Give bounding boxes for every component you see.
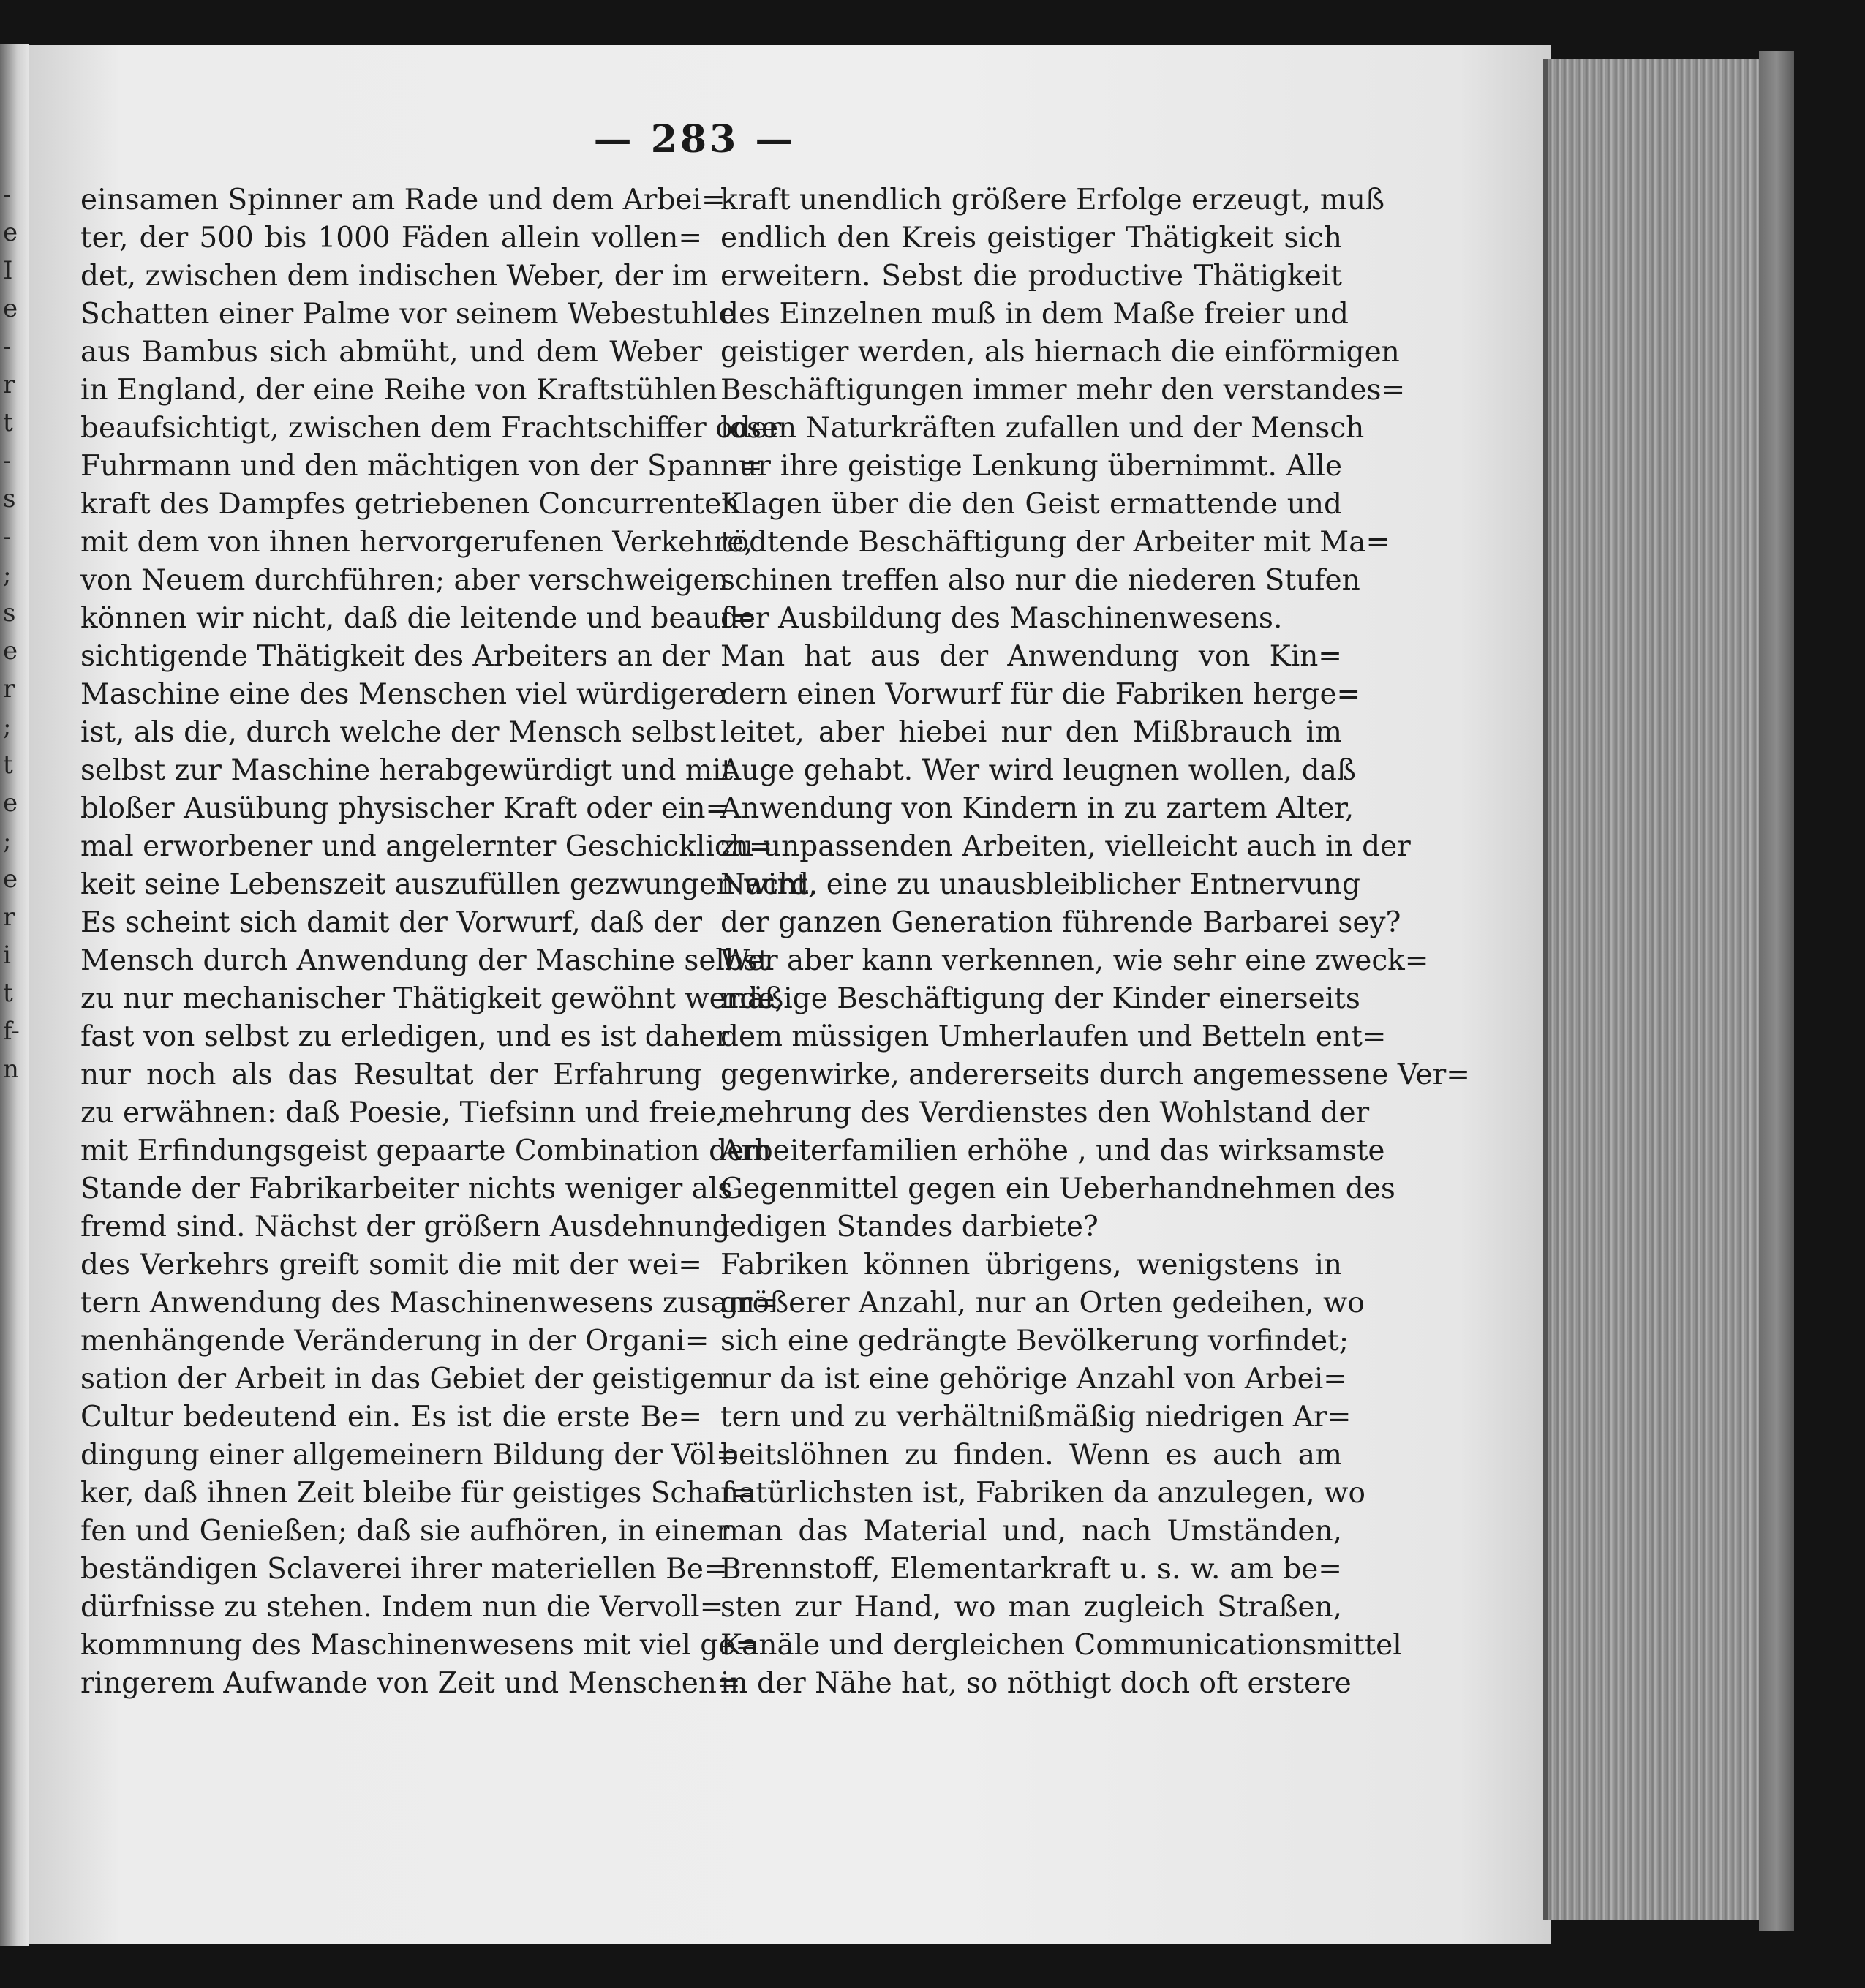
edge-fragment: e	[3, 218, 18, 247]
edge-fragment: -	[3, 446, 12, 475]
text-line: in der Nähe hat, so nöthigt doch oft erstere	[720, 1667, 1352, 1700]
page-number: — 283 —	[593, 117, 796, 162]
text-line: des Verkehrs greift somit die mit der wei=	[80, 1249, 702, 1281]
text-line: dern einen Vorwurf für die Fabriken herge=	[720, 678, 1361, 711]
text-line: sichtigende Thätigkeit des Arbeiters an der	[80, 640, 710, 673]
edge-fragment: ;	[3, 560, 12, 590]
edge-fragment: r	[3, 674, 15, 704]
text-line: Arbeiterfamilien erhöhe , und das wirksamste	[720, 1134, 1385, 1167]
text-line: Anwendung von Kindern in zu zartem Alter,	[720, 792, 1355, 825]
right-text-column	[720, 181, 1470, 1703]
text-line: ter, der 500 bis 1000 Fäden allein vollen=	[80, 222, 702, 255]
text-line: der ganzen Generation führende Barbarei sey?	[720, 906, 1401, 939]
text-line: Kanäle und dergleichen Communicationsmittel	[720, 1629, 1402, 1662]
text-line: menhängende Veränderung in der Organi=	[80, 1325, 709, 1358]
text-line: bloßer Ausübung physischer Kraft oder ein=	[80, 792, 730, 825]
text-line: fast von selbst zu erledigen, und es ist daher	[80, 1020, 729, 1053]
text-line: Beschäftigungen immer mehr den verstandes=	[720, 374, 1406, 407]
edge-fragment: n	[3, 1055, 19, 1084]
text-line: mäßige Beschäftigung der Kinder einerseits	[720, 982, 1360, 1015]
text-line: gegenwirke, andererseits durch angemessene Ver=	[720, 1058, 1470, 1091]
text-line: Nacht, eine zu unausbleiblicher Entnervung	[720, 868, 1360, 901]
text-line: beaufsichtigt, zwischen dem Frachtschiffer oder	[80, 412, 782, 445]
text-line: Wer aber kann verkennen, wie sehr eine zweck=	[720, 944, 1429, 977]
book-cover-edge	[1759, 51, 1794, 1931]
text-line: können wir nicht, daß die leitende und beauf=	[80, 602, 756, 635]
text-line: sation der Arbeit in das Gebiet der geistigen	[80, 1363, 726, 1396]
edge-fragment: I	[3, 256, 13, 285]
text-line: Stande der Fabrikarbeiter nichts weniger als	[80, 1172, 733, 1205]
edge-fragment: i	[3, 941, 11, 970]
text-line: tern und zu verhältnißmäßig niedrigen Ar=	[720, 1401, 1352, 1434]
edge-fragment: ;	[3, 712, 12, 742]
text-line: aus Bambus sich abmüht, und dem Weber	[80, 336, 702, 369]
text-line: Man hat aus der Anwendung von Kin=	[720, 640, 1342, 673]
edge-fragment: e	[3, 865, 18, 894]
edge-fragment: r	[3, 370, 15, 399]
text-line: Mensch durch Anwendung der Maschine selbst	[80, 944, 769, 977]
text-line: des Einzelnen muß in dem Maße freier und	[720, 298, 1349, 331]
text-line: zu unpassenden Arbeiten, vielleicht auch in der	[720, 830, 1411, 863]
text-line: nur ihre geistige Lenkung übernimmt. Alle	[720, 450, 1342, 483]
text-line: nur noch als das Resultat der Erfahrung	[80, 1058, 702, 1091]
text-line: kraft unendlich größere Erfolge erzeugt, muß	[720, 184, 1385, 217]
edge-fragment: -	[3, 522, 12, 551]
page-block-edges	[1543, 59, 1767, 1920]
text-line: mit dem von ihnen hervorgerufenen Verkehre,	[80, 526, 753, 559]
text-line: man das Material und, nach Umständen,	[720, 1515, 1342, 1548]
text-line: selbst zur Maschine herabgewürdigt und mit	[80, 754, 733, 787]
text-line: in England, der eine Reihe von Kraftstühlen	[80, 374, 717, 407]
text-line: sich eine gedrängte Bevölkerung vorfindet;	[720, 1325, 1349, 1358]
text-line: größerer Anzahl, nur an Orten gedeihen, wo	[720, 1287, 1365, 1319]
text-line: geistiger werden, als hiernach die einförmigen	[720, 336, 1400, 369]
edge-fragment: f-	[3, 1017, 20, 1046]
text-line: fen und Genießen; daß sie aufhören, in einer	[80, 1515, 730, 1548]
text-line: Auge gehabt. Wer wird leugnen wollen, daß	[720, 754, 1356, 787]
text-line: fremd sind. Nächst der größern Ausdehnung	[80, 1211, 731, 1243]
edge-fragment: s	[3, 484, 16, 513]
text-line: der Ausbildung des Maschinenwesens.	[720, 602, 1283, 635]
text-line: Schatten einer Palme vor seinem Webestuhle	[80, 298, 736, 331]
edge-fragment: r	[3, 903, 15, 932]
text-line: Gegenmittel gegen ein Ueberhandnehmen des	[720, 1172, 1395, 1205]
text-line: leitet, aber hiebei nur den Mißbrauch im	[720, 716, 1342, 749]
left-text-column	[80, 181, 818, 1703]
edge-fragment: -	[3, 332, 12, 361]
text-line: endlich den Kreis geistiger Thätigkeit sich	[720, 222, 1342, 255]
edge-fragment: e	[3, 636, 18, 666]
text-line: schinen treffen also nur die niederen Stufen	[720, 564, 1360, 597]
text-line: mal erworbener und angelernter Geschicklich=	[80, 830, 773, 863]
text-line: dingung einer allgemeinern Bildung der Völ=	[80, 1439, 740, 1472]
text-line: tern Anwendung des Maschinenwesens zusam=	[80, 1287, 779, 1319]
text-line: einsamen Spinner am Rade und dem Arbei=	[80, 184, 726, 217]
text-line: Cultur bedeutend ein. Es ist die erste Be=	[80, 1401, 702, 1434]
text-line: natürlichsten ist, Fabriken da anzulegen, wo	[720, 1477, 1365, 1510]
previous-page-text-fragments	[3, 176, 25, 1088]
text-line: det, zwischen dem indischen Weber, der im	[80, 260, 709, 293]
text-line: dürfnisse zu stehen. Indem nun die Vervoll=	[80, 1591, 724, 1624]
edge-fragment: t	[3, 750, 13, 780]
edge-fragment: ;	[3, 827, 12, 856]
edge-fragment: s	[3, 598, 16, 628]
text-line: losen Naturkräften zufallen und der Mensch	[720, 412, 1365, 445]
text-line: mehrung des Verdienstes den Wohlstand der	[720, 1096, 1370, 1129]
edge-fragment: t	[3, 979, 13, 1008]
edge-fragment: -	[3, 180, 12, 209]
text-line: nur da ist eine gehörige Anzahl von Arbei=	[720, 1363, 1347, 1396]
text-line: keit seine Lebenszeit auszufüllen gezwungen wird.	[80, 868, 818, 901]
text-line: Fuhrmann und den mächtigen von der Spann=	[80, 450, 763, 483]
text-line: beitslöhnen zu finden. Wenn es auch am	[720, 1439, 1342, 1472]
edge-fragment: e	[3, 788, 18, 818]
text-line: mit Erfindungsgeist gepaarte Combination dem	[80, 1134, 772, 1167]
text-line: Fabriken können übrigens, wenigstens in	[720, 1249, 1342, 1281]
text-line: Brennstoff, Elementarkraft u. s. w. am be=	[720, 1553, 1342, 1586]
text-line: ker, daß ihnen Zeit bleibe für geistiges Schaf=	[80, 1477, 756, 1510]
text-line: ledigen Standes darbiete?	[720, 1211, 1099, 1243]
text-line: von Neuem durchführen; aber verschweigen	[80, 564, 728, 597]
text-line: zu nur mechanischer Thätigkeit gewöhnt werde,	[80, 982, 784, 1015]
text-line: ringerem Aufwande von Zeit und Menschen=	[80, 1667, 741, 1700]
edge-fragment: e	[3, 294, 18, 323]
text-line: kommnung des Maschinenwesens mit viel ge=	[80, 1629, 759, 1662]
text-line: kraft des Dampfes getriebenen Concurrenten	[80, 488, 740, 521]
text-line: Maschine eine des Menschen viel würdigere	[80, 678, 726, 711]
edge-fragment: t	[3, 408, 13, 437]
text-line: Klagen über die den Geist ermattende und	[720, 488, 1342, 521]
text-line: erweitern. Sebst die productive Thätigkeit	[720, 260, 1342, 293]
text-line: zu erwähnen: daß Poesie, Tiefsinn und freie,	[80, 1096, 726, 1129]
text-line: Es scheint sich damit der Vorwurf, daß der	[80, 906, 702, 939]
text-line: beständigen Sclaverei ihrer materiellen Be=	[80, 1553, 728, 1586]
text-line: tödtende Beschäftigung der Arbeiter mit Ma=	[720, 526, 1390, 559]
text-line: ist, als die, durch welche der Mensch selbst	[80, 716, 716, 749]
text-line: sten zur Hand, wo man zugleich Straßen,	[720, 1591, 1342, 1624]
text-line: dem müssigen Umherlaufen und Betteln ent=	[720, 1020, 1387, 1053]
